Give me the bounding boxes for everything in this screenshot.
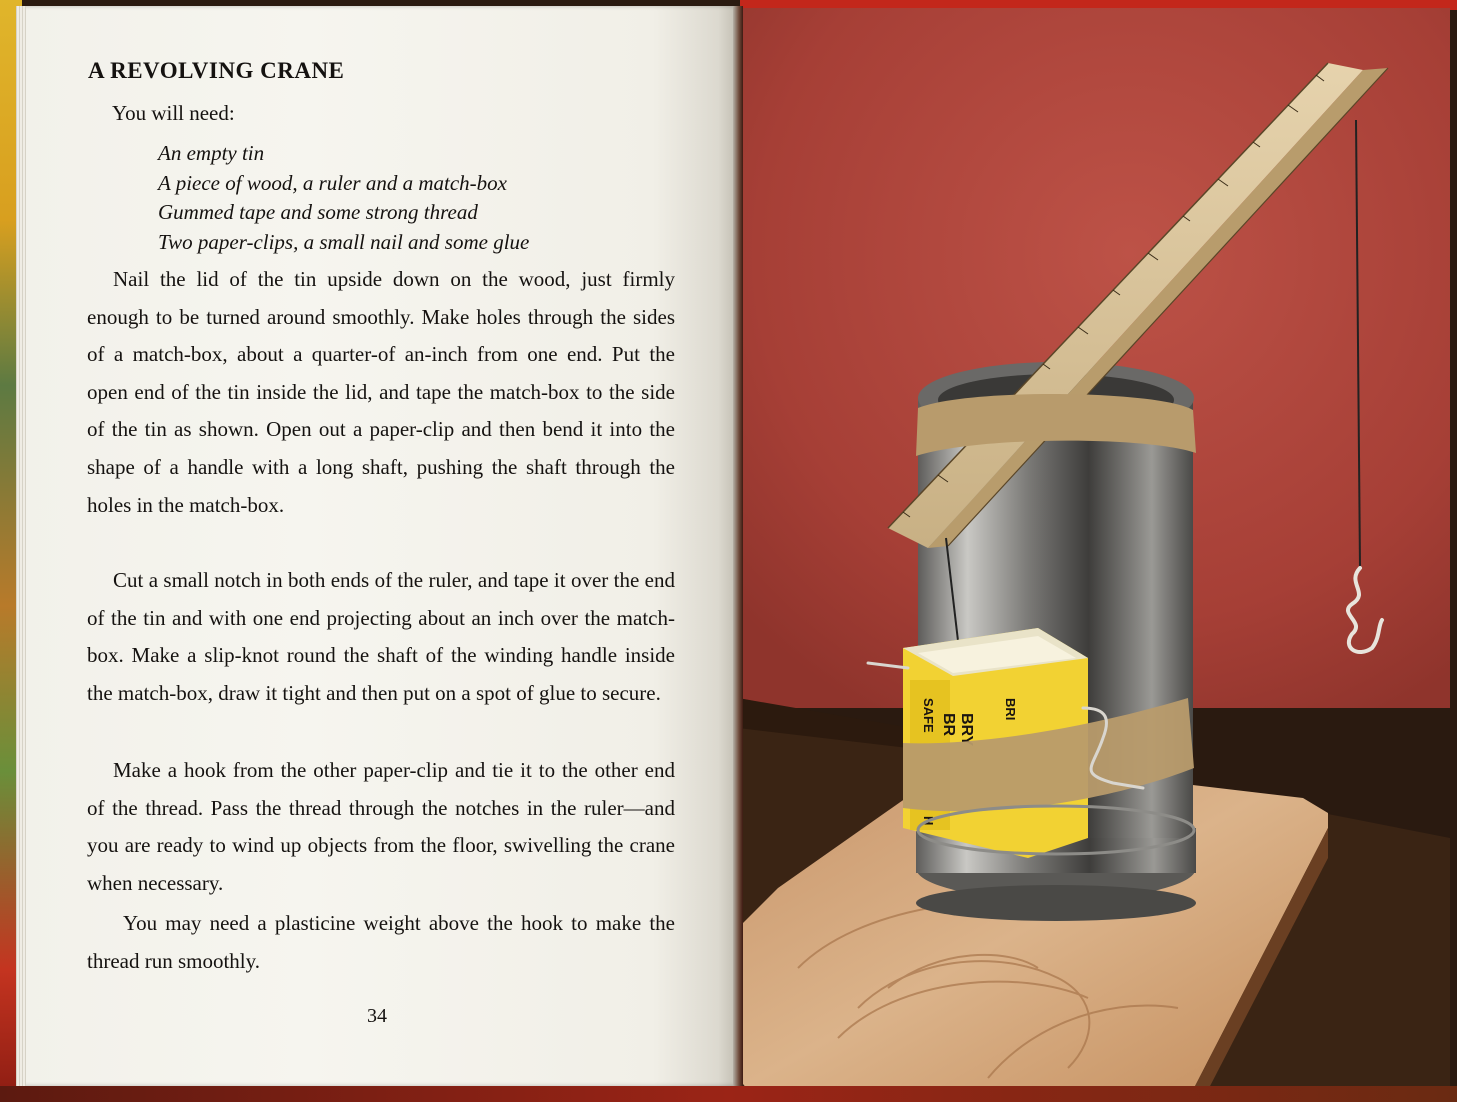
tin-lid-bottom xyxy=(916,885,1196,921)
materials-heading: You will need: xyxy=(112,101,235,125)
page-edge-lines xyxy=(16,6,26,1086)
svg-text:H: H xyxy=(921,816,936,826)
svg-text:BRY: BRY xyxy=(958,713,975,747)
page-title: A REVOLVING CRANE xyxy=(88,58,345,83)
crane-photo-svg xyxy=(738,8,1450,1090)
svg-text:SAFE: SAFE xyxy=(921,698,936,733)
instruction-paragraph: You may need a plasticine weight above the hook to make the thread run smoothly. xyxy=(87,911,675,973)
instruction-paragraph: Make a hook from the other paper-clip and tie it to the other end of the thread. Pass the thread through the notches in the ruler—and you are ready to wind up objects from the floor, swivelling the crane when necessary. xyxy=(87,758,675,895)
material-item: Two paper-clips, a small nail and some glue xyxy=(158,229,530,254)
book-cover-bottom-edge xyxy=(0,1086,1457,1102)
instruction-paragraph: Cut a small notch in both ends of the ruler, and tape it over the end of the tin and with one end projecting about an inch over the match-box. Make a slip-knot round the shaft of the winding handle inside the match-box, draw it tight and then put on a spot of glue to secure. xyxy=(87,568,675,705)
material-item: An empty tin xyxy=(158,141,265,165)
book-gutter xyxy=(733,6,743,1088)
material-item: Gummed tape and some strong thread xyxy=(158,200,478,224)
material-item: A piece of wood, a ruler and a match-box xyxy=(158,170,507,195)
materials-list xyxy=(158,139,529,257)
crane-illustration xyxy=(738,8,1450,1090)
page-number: 34 xyxy=(367,1005,387,1027)
instruction-paragraph: Nail the lid of the tin upside down on the wood, just firmly enough to be turned around smoothly. Make holes through the sides of a match-box, about a quarter-of an-inch from one end. Put the open end of the tin inside the lid, and tape the match-box to the side of the tin as shown. Open out a paper-clip and then bend it into the shape of a handle with a long shaft, pushing the shaft through the holes in the match-box. xyxy=(87,267,675,517)
svg-text:BRI: BRI xyxy=(1003,698,1018,721)
svg-text:BR: BR xyxy=(940,713,957,737)
